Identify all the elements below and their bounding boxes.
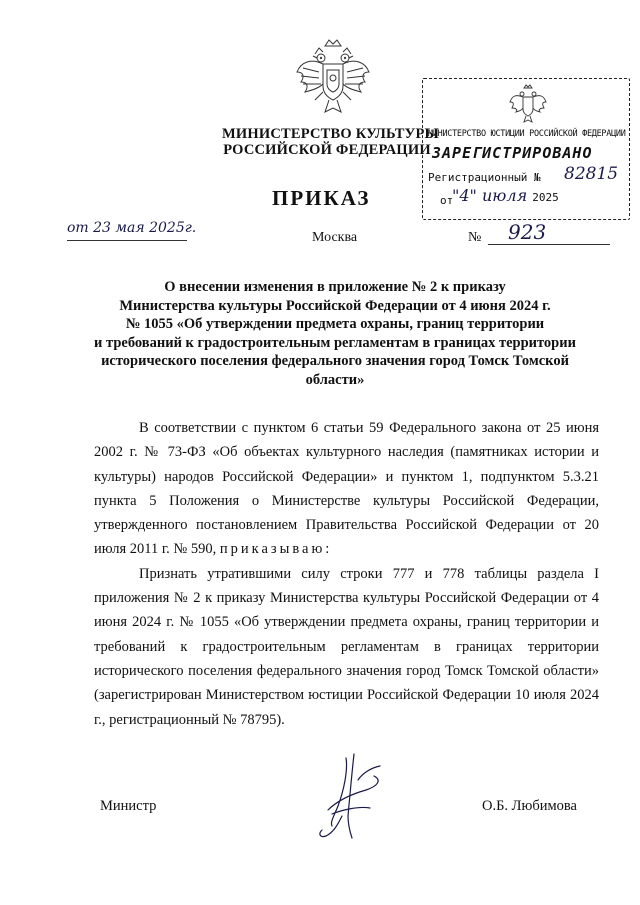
ministry-name-line2: РОССИЙСКОЙ ФЕДЕРАЦИИ [223,142,431,158]
heading-line: области» [305,371,365,388]
heading-line: и требований к градостроительным регламентам в границах территории [94,334,576,351]
order-number-handwritten: 923 [508,220,547,244]
order-date-handwritten: от 23 мая 2025г. [67,220,197,236]
heading-line: исторического поселения федерального значения город Томск Томской [101,353,569,369]
order-city: Москва [312,230,358,245]
heading-line: № 1055 «Об утверждении предмета охраны, границ территории [125,316,545,332]
registration-stamp [422,78,632,223]
stamp-agency: МИНИСТЕРСТВО ЮСТИЦИИ РОССИЙСКОЙ ФЕДЕРАЦИИ [428,129,626,139]
paragraph-1-text: В соответствии с пунктом 6 статьи 59 Федерального закона от 25 июня 2002 г. № 73-ФЗ «Об объектах культурного наследия (памятниках истории и культуры) народов Российской Федерации» и пунктом 1, подпунктом 5.3.21 пункта 5 Положения о Министерстве культуры Российской Федерации, утвержденного постановлением Правительства Российской Федерации от 20 июля 2011 г. № 590, [94,420,599,558]
order-number-label: № [468,230,482,245]
signatory-title: Министр [100,798,157,814]
order-heading [80,278,590,389]
stamp-date-handwritten [452,186,559,205]
stamp-status: ЗАРЕГИСТРИРОВАНО [432,144,593,162]
stamp-emblem-icon [508,84,548,126]
order-title: ПРИКАЗ [272,186,371,210]
order-body [94,416,599,732]
order-directive: приказываю: [219,541,333,558]
order-date-underline [67,240,187,241]
stamp-date-prefix: от [440,194,454,207]
body-paragraph-2: Признать утратившими силу строки 777 и 778 таблицы раздела I приложения № 2 к приказу Министерства культуры Российской Федерации от 4 июня 2024 г. № 1055 «Об утверждении предмета охраны, границ территории и требований к градостроительным регламентам в границах территории исторического поселения федерального значения город Томск Томской области» (зарегистрирован Министерством юстиции Российской Федерации 10 июля 2024 г., регистрационный № 78795). [94,565,599,728]
ministry-header [222,126,439,158]
signatory-name: О.Б. Любимова [482,798,577,814]
stamp-reg-label: Регистрационный № [428,171,541,184]
body-paragraph-1 [94,416,599,562]
stamp-reg-number: 82815 [564,164,619,184]
stamp-date-year: 2025 [532,191,559,204]
heading-line: О внесении изменения в приложение № 2 к приказу [164,279,506,295]
heading-line: Министерства культуры Российской Федерации от 4 июня 2024 г. [119,297,551,314]
ministry-name-line1: МИНИСТЕРСТВО КУЛЬТУРЫ [222,126,439,142]
stamp-date-day-month: "4" июля [452,186,528,205]
order-number-underline [488,244,610,245]
handwritten-signature [308,750,396,845]
coat-of-arms-emblem [293,38,373,122]
